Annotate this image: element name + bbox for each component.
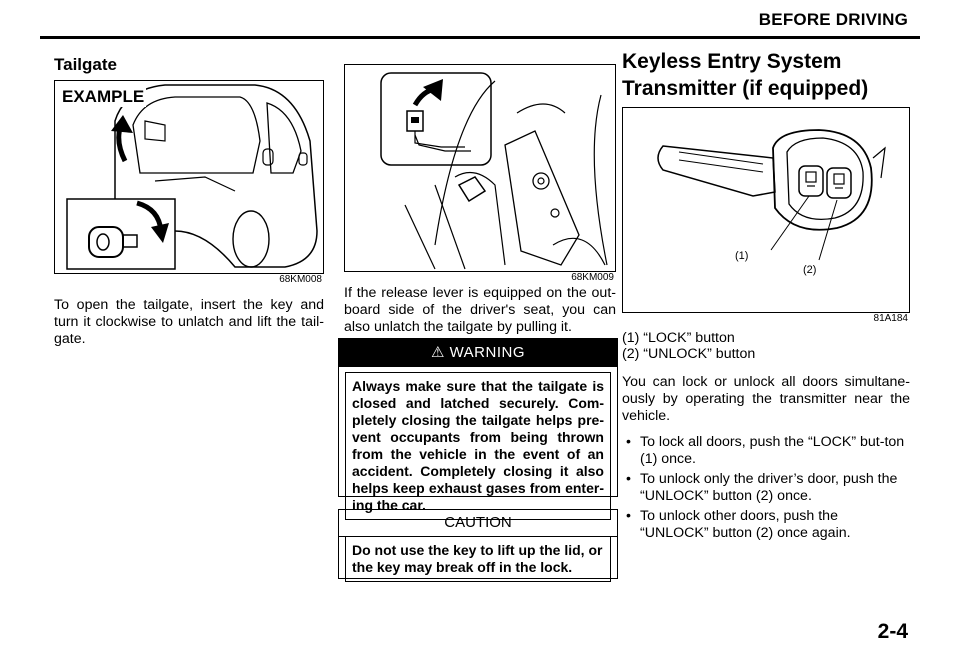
callout-1: (1): [735, 250, 749, 262]
list-item: • To unlock other doors, push the “UNLOCK” button (2) once again.: [640, 508, 910, 542]
list-item: • To unlock only the driver’s door, push the “UNLOCK” button (2) once.: [640, 471, 910, 505]
release-lever-figure: [344, 64, 616, 272]
transmitter-bullets: [622, 434, 910, 545]
legend-unlock: (2) “UNLOCK” button: [622, 346, 756, 362]
figure-code-68km008: 68KM008: [279, 274, 322, 285]
figure-code-81a184: 81A184: [873, 313, 908, 324]
transmitter-figure: [622, 107, 910, 313]
tailgate-illustration: [55, 81, 323, 273]
warning-body: Always make sure that the tailgate is closed and latched securely. Com-pletely closing the tailgate helps pre-vent occupants from being thrown from the vehicle in the event of an accident. Completely closing it also helps keep exhaust gases from enter-ing the car.: [345, 372, 611, 520]
caution-title: CAUTION: [339, 510, 617, 537]
example-label: EXAMPLE: [62, 87, 145, 106]
keyless-entry-title-line2: Transmitter (if equipped): [622, 77, 869, 100]
transmitter-paragraph: You can lock or unlock all doors simultane-ously by operating the transmitter near the vehicle.: [622, 374, 910, 424]
callout-2: (2): [803, 264, 817, 276]
release-lever-text: If the release lever is equipped on the out-board side of the driver's seat, you can also unlatch the tailgate by pulling it.: [344, 285, 616, 335]
list-item: • To lock all doors, push the “LOCK” but-ton (1) once.: [640, 434, 910, 468]
header-rule: [40, 36, 920, 39]
page-number: 2-4: [877, 620, 908, 643]
warning-header: [339, 339, 617, 367]
legend-lock: (1) “LOCK” button: [622, 330, 735, 346]
transmitter-illustration: [623, 108, 909, 312]
section-header: BEFORE DRIVING: [758, 10, 908, 29]
warning-triangle-icon: ⚠: [430, 344, 445, 361]
warning-box: [338, 338, 618, 513]
caution-body: Do not use the key to lift up the lid, or the key may break off in the lock.: [345, 536, 611, 582]
tailgate-title: Tailgate: [54, 55, 117, 74]
caution-box: [338, 509, 618, 579]
figure-code-68km009: 68KM009: [571, 272, 614, 283]
keyless-entry-title-line1: Keyless Entry System: [622, 50, 842, 73]
release-lever-illustration: [345, 65, 615, 271]
tailgate-figure: [54, 80, 324, 274]
tailgate-instructions: To open the tailgate, insert the key and turn it clockwise to unlatch and lift the tail-gate.: [54, 297, 324, 347]
warning-title: WARNING: [449, 344, 526, 361]
